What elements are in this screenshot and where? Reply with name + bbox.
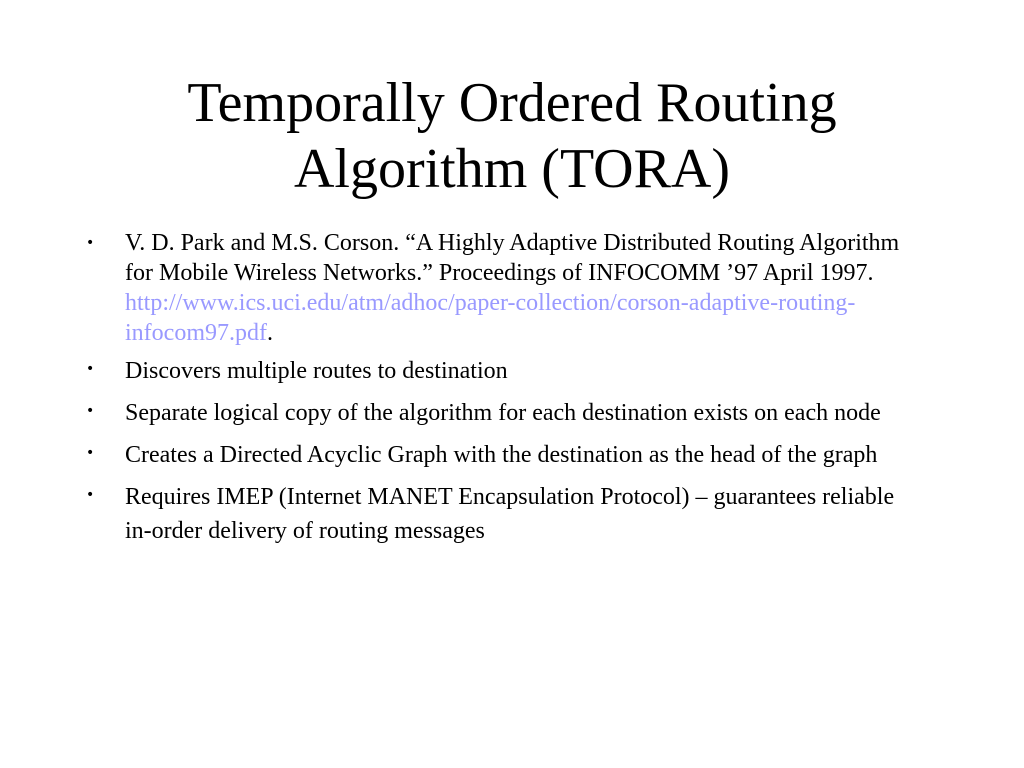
bullet-item [84,480,924,548]
reference-link[interactable]: http://www.ics.uci.edu/atm/adhoc/paper-collection/corson-adaptive-routing-infocom97.pdf [125,290,856,346]
bullet-item [84,438,924,472]
bullet-item [84,354,924,388]
bullet-item [84,396,924,430]
slide-title-line-2: Algorithm (TORA) [293,138,731,200]
reference-citation: V. D. Park and M.S. Corson. “A Highly Adaptive Distributed Routing Algorithm for Mobile Wireless Networks.” Proceedings of INFOCOMM ’97 April 1997. [125,230,900,286]
bullet-list [84,228,924,556]
bullet-marker: • [86,445,95,461]
bullet-text: Requires IMEP (Internet MANET Encapsulation Protocol) – guarantees reliable in-order delivery of routing messages [125,484,895,544]
bullet-marker: • [86,361,95,377]
bullet-text: Creates a Directed Acyclic Graph with the destination as the head of the graph [125,442,878,468]
bullet-item-reference [84,228,924,348]
bullet-marker: • [86,487,95,503]
bullet-marker: • [86,235,95,251]
bullet-text: Discovers multiple routes to destination [125,358,508,384]
bullet-marker: • [86,403,95,419]
reference-trailing: . [266,320,273,346]
slide-title [60,70,964,202]
bullet-text: Separate logical copy of the algorithm for each destination exists on each node [125,400,881,426]
slide-title-line-1: Temporally Ordered Routing [187,72,837,134]
